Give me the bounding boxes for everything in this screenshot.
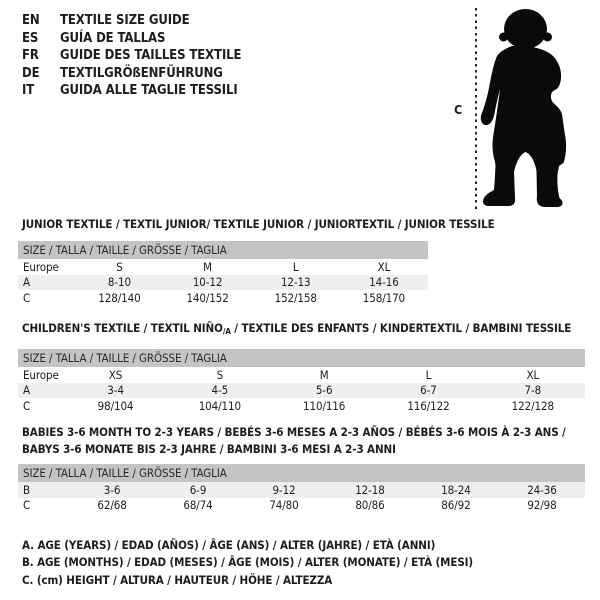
- table-cell: 128/140: [98, 290, 141, 305]
- table-cell: 14-16: [340, 275, 428, 291]
- children-title-pre: CHILDREN'S TEXTILE / TEXTIL NIÑO: [22, 321, 223, 335]
- row-label: Europe: [23, 259, 59, 274]
- row-label: A: [18, 275, 75, 291]
- language-row-fr: [22, 47, 241, 65]
- table-cell: S: [216, 367, 224, 382]
- baby-silhouette-icon: [480, 4, 580, 210]
- language-label: GUIDA ALLE TAGLIE TESSILI: [60, 83, 238, 99]
- table-cell: XS: [108, 367, 123, 382]
- babies-title-line1: BABIES 3-6 MONTH TO 2-3 YEARS / BEBÉS 3-6 MESES A 2-3 AÑOS / BÉBÉS 3-6 MOIS À 2-3 ANS /: [22, 425, 566, 439]
- row-label: B: [18, 482, 69, 498]
- size-header-label: SIZE / TALLA / TAILLE / GRÖSSE / TAGLIA: [18, 241, 428, 259]
- table-cell: 4-5: [168, 383, 272, 399]
- language-code: DE: [22, 65, 40, 81]
- size-header-label: SIZE / TALLA / TAILLE / GRÖSSE / TAGLIA: [18, 464, 585, 482]
- children-title-sub: /A: [222, 327, 231, 336]
- babies-size-table: [18, 464, 585, 513]
- table-cell: 6-9: [155, 482, 241, 498]
- row-label: C: [23, 290, 31, 305]
- table-cell: M: [319, 367, 329, 382]
- language-row-de: [22, 65, 241, 83]
- language-label: GUIDE DES TAILLES TEXTILE: [60, 48, 242, 64]
- table-cell: L: [425, 367, 432, 382]
- table-cell: 3-6: [69, 482, 155, 498]
- table-cell: 6-7: [376, 383, 480, 399]
- table-cell: 74/80: [269, 498, 299, 513]
- legend-line-b: B. AGE (MONTHS) / EDAD (MESES) / ÂGE (MOIS) / ALTER (MONATE) / ETÀ (MESI): [22, 555, 474, 570]
- table-cell: 68/74: [183, 498, 213, 513]
- language-code: IT: [22, 83, 35, 99]
- babies-section-title: [22, 424, 566, 457]
- size-header-bar: [18, 241, 428, 259]
- table-row-europe: [18, 367, 585, 383]
- language-row-it: [22, 82, 241, 100]
- table-cell: 12-13: [252, 275, 340, 291]
- table-row-age: [18, 275, 428, 291]
- table-cell: 5-6: [272, 383, 376, 399]
- table-row-height: [18, 498, 585, 514]
- language-list: [22, 12, 241, 100]
- table-cell: 122/128: [511, 398, 554, 413]
- table-cell: M: [203, 259, 213, 274]
- language-row-es: [22, 30, 241, 48]
- table-cell: 104/110: [198, 398, 241, 413]
- height-figure: [452, 2, 598, 214]
- language-label: TEXTILGRÖßENFÜHRUNG: [60, 65, 223, 81]
- table-cell: 12-18: [327, 482, 413, 498]
- table-cell: 86/92: [441, 498, 471, 513]
- language-code: EN: [22, 13, 40, 28]
- children-size-table: [18, 349, 585, 414]
- size-header-bar: [18, 464, 585, 482]
- junior-size-table: [18, 241, 428, 306]
- table-row-height: [18, 290, 428, 306]
- table-cell: XL: [526, 367, 540, 382]
- language-label: GUÍA DE TALLAS: [60, 30, 166, 46]
- table-cell: 7-8: [481, 383, 585, 399]
- children-title-post: / TEXTILE DES ENFANTS / KINDERTEXTIL / BAMBINI TESSILE: [230, 321, 572, 335]
- row-label: A: [18, 383, 63, 399]
- table-cell: 158/170: [362, 290, 406, 305]
- table-cell: 98/104: [97, 398, 134, 413]
- table-row-height: [18, 398, 585, 414]
- table-cell: 110/116: [303, 398, 346, 413]
- table-cell: S: [116, 259, 123, 274]
- table-cell: 10-12: [164, 275, 252, 291]
- language-code: FR: [22, 48, 39, 64]
- table-row-europe: [18, 259, 428, 275]
- table-cell: 24-36: [499, 482, 585, 498]
- row-label: C: [23, 498, 31, 513]
- table-cell: 116/122: [407, 398, 450, 413]
- table-cell: 3-4: [63, 383, 167, 399]
- legend-line-a: A. AGE (YEARS) / EDAD (AÑOS) / ÂGE (ANS) / ALTER (JAHRE) / ETÀ (ANNI): [22, 538, 436, 552]
- row-label: C: [23, 398, 31, 413]
- table-cell: L: [292, 259, 299, 274]
- children-section-title: [22, 320, 571, 341]
- legend-line-c: C. (cm) HEIGHT / ALTURA / HAUTEUR / HÖHE / ALTEZZA: [22, 572, 333, 587]
- junior-section-title: JUNIOR TEXTILE / TEXTIL JUNIOR/ TEXTILE JUNIOR / JUNIORTEXTIL / JUNIOR TESSILE: [22, 217, 495, 231]
- table-cell: XL: [377, 259, 391, 274]
- table-cell: 62/68: [97, 498, 127, 513]
- size-header-bar: [18, 349, 585, 367]
- height-dotted-line: [475, 8, 477, 209]
- table-cell: 92/98: [527, 498, 557, 513]
- table-cell: 9-12: [241, 482, 327, 498]
- babies-title-line2: BABYS 3-6 MONATE BIS 2-3 JAHRE / BAMBINI 3-6 MESI A 2-3 ANNI: [22, 441, 396, 456]
- table-cell: 80/86: [355, 498, 385, 513]
- table-cell: 152/158: [274, 290, 317, 305]
- height-label-c: C: [454, 102, 463, 117]
- language-code: ES: [22, 30, 39, 46]
- legend: [22, 537, 473, 589]
- table-cell: 18-24: [413, 482, 499, 498]
- table-cell: 140/152: [186, 290, 229, 305]
- row-label: Europe: [23, 367, 59, 382]
- language-label: TEXTILE SIZE GUIDE: [60, 13, 190, 28]
- language-row-en: [22, 12, 241, 30]
- table-cell: 8-10: [75, 275, 163, 291]
- size-header-label: SIZE / TALLA / TAILLE / GRÖSSE / TAGLIA: [18, 349, 585, 367]
- table-row-months: [18, 482, 585, 498]
- table-row-age: [18, 383, 585, 399]
